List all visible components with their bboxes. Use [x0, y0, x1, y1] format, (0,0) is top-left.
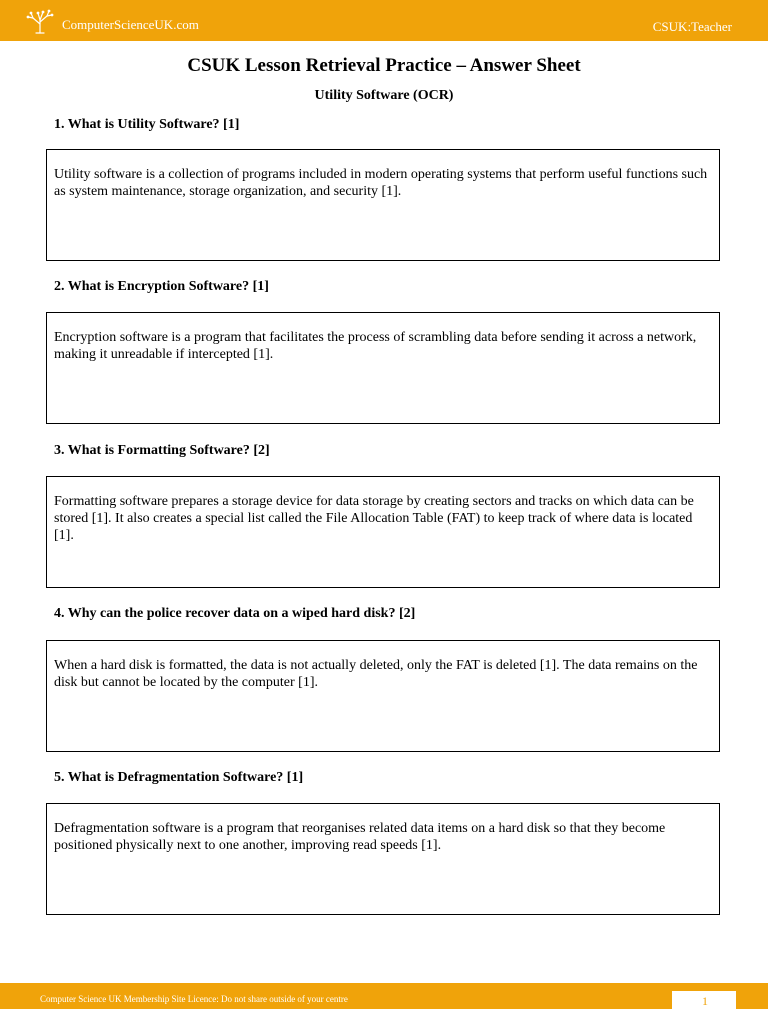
page-subtitle: Utility Software (OCR) [314, 88, 454, 103]
answer-text-2: Encryption software is a program that facilitates the process of scrambling data before sending it across a network, making it unreadable if intercepted [1]. [54, 330, 697, 362]
answer-text-3: Formatting software prepares a storage device for data storage by creating sectors and tracks on which data can be stored [1]. It also creates a special list called the File Allocation Table (FAT) to keep track of where data is located [1]. [54, 494, 694, 543]
answer-box-2 [46, 312, 720, 424]
answer-text-1: Utility software is a collection of programs included in modern operating systems that perform useful functions such as system maintenance, storage organization, and security [1]. [54, 167, 708, 199]
brand-name: ComputerScienceUK.com [62, 17, 199, 32]
page-header [0, 0, 768, 41]
page-number-box [672, 991, 736, 1009]
header-right-label: CSUK:Teacher [652, 19, 732, 34]
page-footer [0, 983, 768, 1009]
question-2: 2. What is Encryption Software? [1] [54, 279, 269, 294]
tree-logo-icon [24, 8, 56, 34]
answer-box-5 [46, 803, 720, 915]
question-5: 5. What is Defragmentation Software? [1] [54, 770, 304, 785]
answer-box-4 [46, 640, 720, 752]
answer-box-1 [46, 149, 720, 261]
licence-text: Computer Science UK Membership Site Licence: Do not share outside of your centre [40, 994, 348, 1004]
answer-text-4: When a hard disk is formatted, the data is not actually deleted, only the FAT is deleted [1]. The data remains on the disk but cannot be located by the computer [1]. [54, 658, 698, 690]
page-number: 1 [702, 994, 708, 1008]
question-3: 3. What is Formatting Software? [2] [54, 443, 270, 458]
answer-text-5: Defragmentation software is a program that reorganises related data items on a hard disk so that they become positioned physically next to one another, improving read speeds [1]. [54, 821, 666, 853]
question-4: 4. Why can the police recover data on a wiped hard disk? [2] [54, 606, 416, 621]
page-title: CSUK Lesson Retrieval Practice – Answer Sheet [187, 55, 581, 76]
question-1: 1. What is Utility Software? [1] [54, 117, 240, 132]
answer-box-3 [46, 476, 720, 588]
